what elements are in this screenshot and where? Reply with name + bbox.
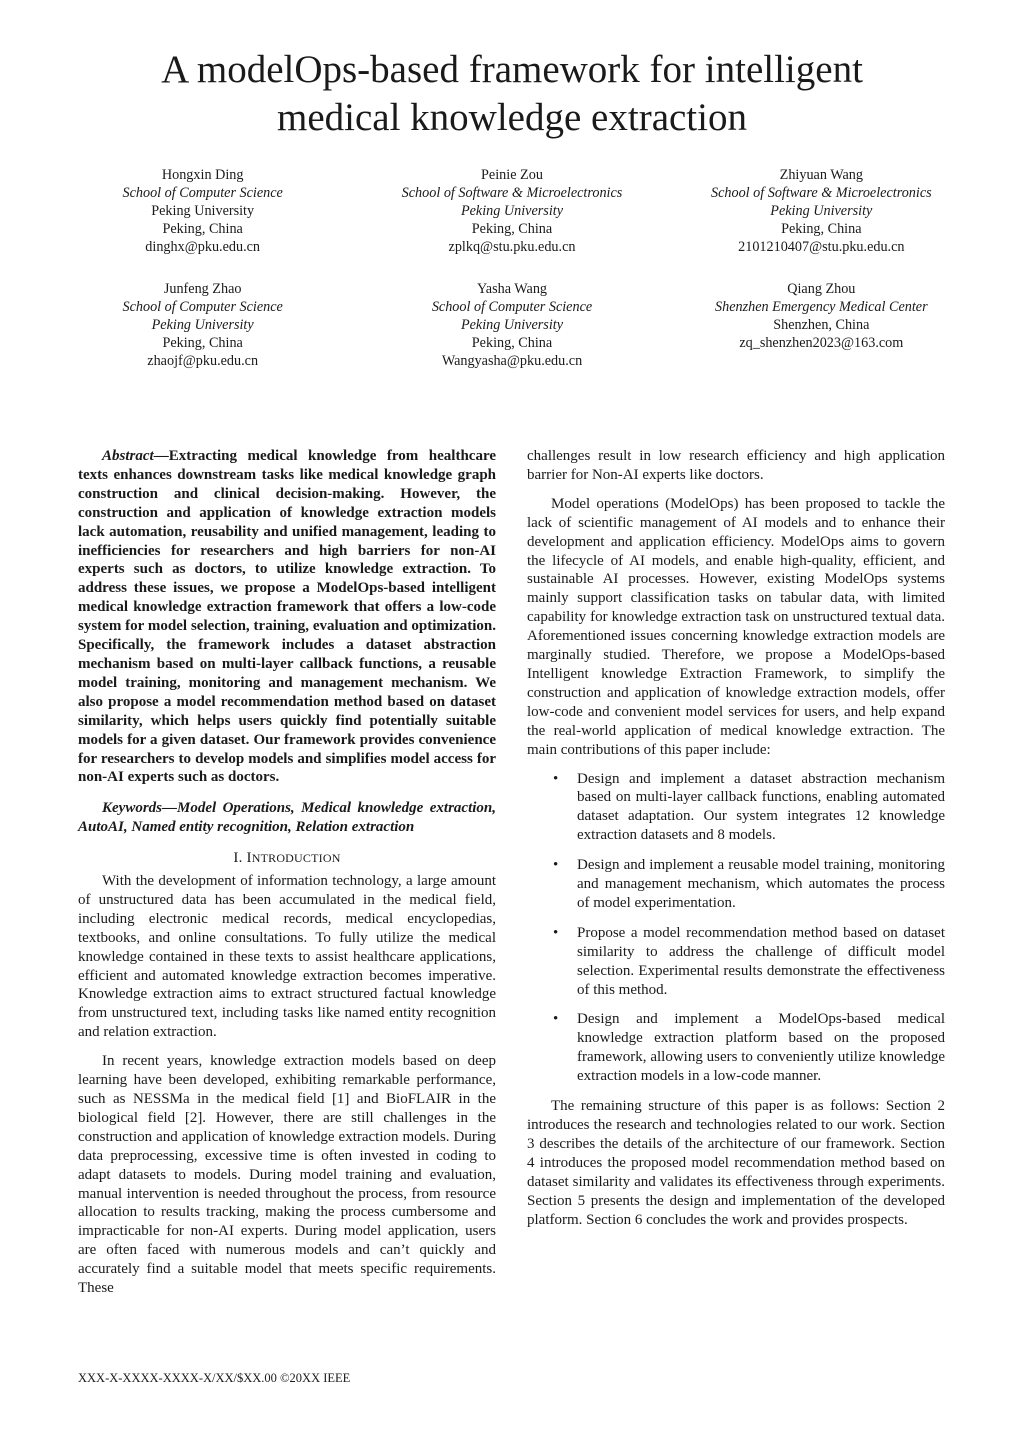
intro-paragraph-2-continued: challenges result in low research efficiency and high application barrier for Non-AI experts like doctors.	[527, 448, 945, 483]
author-row-2	[48, 280, 976, 370]
author-email[interactable]: 2101210407@stu.pku.edu.cn	[738, 239, 905, 255]
list-item	[527, 924, 945, 1000]
author-block	[357, 280, 666, 370]
author-location: Peking, China	[162, 335, 243, 351]
author-block	[357, 166, 666, 256]
bullet-icon: •	[553, 857, 559, 874]
bullet-icon: •	[553, 1011, 559, 1028]
abstract	[78, 447, 496, 787]
bullet-icon: •	[553, 770, 559, 787]
left-column	[78, 447, 496, 1298]
author-email[interactable]: dinghx@pku.edu.cn	[145, 239, 261, 255]
abstract-lead: Abstract	[102, 448, 154, 464]
intro-paragraph-4: The remaining structure of this paper is as follows: Section 2 introduces the research and technologies related to our work. Section 3 describes the details of the architecture of our framework. Section 4 introduces the proposed model recommendation method based on dataset similarity and validates its effectiveness through experiments. Section 5 presents the design and implementation of the developed platform. Section 6 concludes the work and provides prospects.	[527, 1098, 945, 1228]
intro-paragraph-2: In recent years, knowledge extraction models based on deep learning have been developed, exhibiting remarkable performance, such as NESSMa in the medical field [1] and BioFLAIR in the biological field [2]. However, there are still challenges in the construction and application of knowledge extraction models. During data preprocessing, excessive time is often invested in coding to adapt datasets to models. During model training and evaluation, manual intervention is needed throughout the process, from resource allocation to results tracking, making the process cumbersome and impracticable for non-AI experts. During model application, users are often faced with numerous models and can’t quickly and accurately find a suitable model that meets specific requirements. These	[78, 1053, 496, 1297]
contributions-list	[527, 770, 945, 1087]
abstract-body: —Extracting medical knowledge from healthcare texts enhances downstream tasks like medical knowledge graph construction and clinical decision-making. However, the construction and application of knowledge extraction models lack automation, reusability and unified management, leading to inefficiencies for researchers and high barriers for non-AI experts such as doctors, to utilize knowledge extraction. To address these issues, we propose a ModelOps-based intelligent medical knowledge extraction framework that offers a low-code system for model selection, training, evaluation and optimization. Specifically, the framework includes a dataset abstraction mechanism based on multi-layer callback functions, a reusable model training, monitoring and management mechanism. We also propose a model recommendation method based on dataset similarity, which helps users quickly find potentially suitable models for a given dataset. Our framework provides convenience for researchers to develop models and simplifies model access for non-AI experts such as doctors.	[78, 448, 496, 786]
author-name: Peinie Zou	[481, 167, 543, 183]
author-organization: Peking University	[151, 317, 254, 333]
right-column	[527, 447, 945, 1229]
paper-title	[0, 46, 1024, 142]
list-item-text: Design and implement a reusable model training, monitoring and management mechanism, which automates the process of model experimentation.	[577, 857, 945, 911]
author-name: Qiang Zhou	[787, 281, 856, 297]
author-email[interactable]: zq_shenzhen2023@163.com	[739, 335, 904, 351]
author-department: School of Computer Science	[431, 299, 593, 315]
author-department: School of Computer Science	[122, 299, 283, 315]
author-location: Peking, China	[471, 221, 553, 237]
list-item	[527, 770, 945, 846]
author-row-1	[48, 166, 976, 256]
section-title-first-letter: I	[246, 850, 252, 867]
author-organization: Peking University	[770, 203, 873, 219]
author-organization: Peking University	[460, 203, 564, 219]
author-department: Shenzhen Emergency Medical Center	[715, 299, 928, 315]
author-organization: Peking University	[151, 203, 255, 219]
list-item-text: Design and implement a dataset abstraction mechanism based on multi-layer callback functions, enabling automated dataset adaptation. Our system integrates 12 knowledge extraction datasets and 8 models.	[577, 770, 945, 844]
author-name: Yasha Wang	[476, 281, 548, 297]
author-location: Peking, China	[781, 221, 862, 237]
author-block	[48, 280, 357, 370]
list-item-text: Design and implement a ModelOps-based medical knowledge extraction platform based on the proposed framework, allowing users to conveniently utilize knowledge extraction models in a low-code manner.	[577, 1011, 945, 1085]
author-name: Zhiyuan Wang	[779, 167, 863, 183]
author-block	[667, 280, 976, 370]
section-heading-introduction	[78, 849, 496, 868]
author-location: Peking, China	[471, 335, 553, 351]
section-numeral: I.	[233, 850, 243, 867]
copyright-footer: XXX-X-XXXX-XXXX-X/XX/$XX.00 ©20XX IEEE	[78, 1371, 351, 1385]
author-department: School of Software & Microelectronics	[710, 185, 932, 201]
author-location: Peking, China	[162, 221, 243, 237]
author-block	[667, 166, 976, 256]
author-email[interactable]: zplkq@stu.pku.edu.cn	[448, 239, 576, 255]
list-item	[527, 1010, 945, 1086]
author-department: School of Software & Microelectronics	[401, 185, 623, 201]
author-name: Junfeng Zhao	[163, 281, 242, 297]
list-item	[527, 856, 945, 913]
intro-paragraph-3: Model operations (ModelOps) has been proposed to tackle the lack of scientific management of AI models and to enhance their development and application efficiency. ModelOps aims to govern the lifecycle of AI models, and enable high-quality, efficient, and sustainable AI processes. However, existing ModelOps systems mainly support classification tasks on tabular data, with limited capability for knowledge extraction task on unstructured textual data. Aforementioned issues concerning knowledge extraction models are marginally studied. Therefore, we propose a ModelOps-based Intelligent knowledge Extraction Framework, to simplify the construction and application of knowledge extraction models, offer low-code and convenient model services for users, and help expand the real-world application of medical knowledge extraction. The main contributions of this paper include:	[527, 495, 945, 758]
author-location: Shenzhen, China	[773, 317, 870, 333]
author-block	[48, 166, 357, 256]
author-email[interactable]: zhaojf@pku.edu.cn	[147, 353, 259, 369]
author-name: Hongxin Ding	[161, 167, 244, 183]
author-email[interactable]: Wangyasha@pku.edu.cn	[441, 353, 583, 369]
paper-title-line-2: medical knowledge extraction	[277, 96, 747, 139]
paper-title-line-1: A modelOps-based framework for intelligent	[161, 48, 863, 91]
keywords: Keywords—Model Operations, Medical knowledge extraction, AutoAI, Named entity recognition, Relation extraction	[78, 800, 496, 836]
author-organization: Peking University	[460, 317, 564, 333]
list-item-text: Propose a model recommendation method based on dataset similarity to address the challenge of difficult model selection. Experimental results demonstrate the effectiveness of this method.	[577, 924, 945, 998]
section-title-rest: NTRODUCTION	[251, 851, 341, 866]
author-department: School of Computer Science	[122, 185, 283, 201]
intro-paragraph-1: With the development of information technology, a large amount of unstructured data has been accumulated in the medical field, including electronic medical records, medical encyclopedias, textbooks, and online consultations. To fully utilize the medical knowledge contained in these texts to assist healthcare applications, efficient and automated knowledge extraction becomes imperative. Knowledge extraction aims to extract structured factual knowledge from unstructured text, including tasks like named entity recognition and relation extraction.	[78, 873, 496, 1041]
bullet-icon: •	[553, 924, 559, 941]
